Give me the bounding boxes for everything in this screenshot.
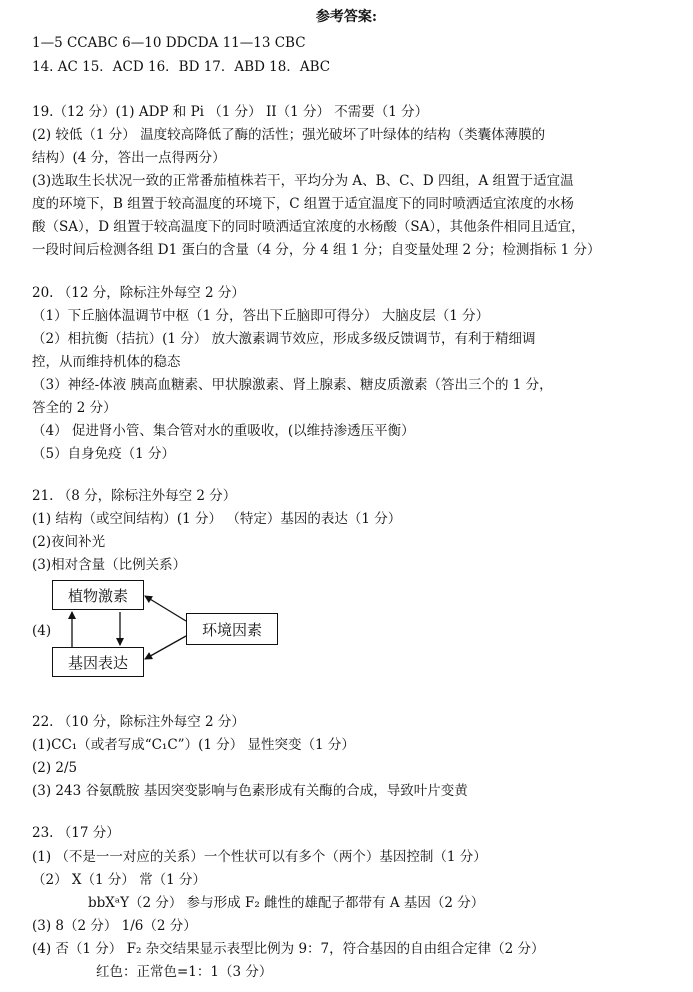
q22-line-2: (1)CC₁（或者写成“C₁C”）(1 分） 显性突变（1 分） xyxy=(32,737,355,753)
q22-line-1: 22. （10 分，除标注外每空 2 分） xyxy=(32,714,245,730)
q19-line-7: 一段时间后检测各组 D1 蛋白的含量（4 分，分 4 组 1 分；自变量处理 2 分；检测指标 1 分） xyxy=(32,242,601,258)
q23-line-5: (3) 8（2 分） 1/6（2 分） xyxy=(32,918,197,934)
q19-line-2: (2) 较低（1 分） 温度较高降低了酶的活性；强光破坏了叶绿体的结构（类囊体薄膜的 xyxy=(32,127,546,143)
mc-answers-line-2: 14. AC 15．ACD 16．BD 17．ABD 18．ABC xyxy=(32,59,331,75)
plant-hormone-box: 植物激素 xyxy=(52,580,144,610)
q21-line-1: 21. （8 分，除标注外每空 2 分） xyxy=(32,488,237,504)
q23-line-6: (4) 否（1 分） F₂ 杂交结果显示表型比例为 9：7，符合基因的自由组合定律（2 分） xyxy=(32,941,545,957)
q21-line-3: (2)夜间补光 xyxy=(32,534,106,550)
q20-line-8: （5）自身免疫（1 分） xyxy=(32,446,175,462)
q23-line-1: 23. （17 分） xyxy=(32,825,120,841)
q20-line-1: 20. （12 分，除标注外每空 2 分） xyxy=(32,285,245,301)
mc-answers-line-1: 1—5 CCABC 6—10 DDCDA 11—13 CBC xyxy=(32,35,306,51)
q19-line-4: (3)选取生长状况一致的正常番茄植株若干，平均分为 A、B、C、D 四组，A 组置于适宜温 xyxy=(32,173,574,189)
q22-line-4: (3) 243 谷氨酰胺 基因突变影响与色素形成有关酶的合成，导致叶片变黄 xyxy=(32,783,468,799)
q20-line-7: （4） 促进肾小管、集合管对水的重吸收，(以维持渗透压平衡） xyxy=(32,423,415,439)
q19-line-3: 结构）(4 分，答出一点得两分） xyxy=(32,150,226,166)
q20-line-4: 控，从而维持机体的稳态 xyxy=(32,354,181,370)
q19-line-1: 19.（12 分）(1) ADP 和 Pi （1 分） II（1 分） 不需要（1 分） xyxy=(32,104,429,120)
q19-line-5: 度的环境下，B 组置于较高温度的环境下，C 组置于适宜温度下的同时喷洒适宜浓度的水杨 xyxy=(32,196,574,212)
q23-line-2: (1) （不是一一对应的关系）一个性状可以有多个（两个）基因控制（1 分） xyxy=(32,849,487,865)
environment-factor-box: 环境因素 xyxy=(186,613,278,645)
q21-line-4: (3)相对含量（比例关系） xyxy=(32,557,187,573)
q21-line-5: (4) xyxy=(32,623,52,639)
q21-line-2: (1) 结构（或空间结构）(1 分） （特定）基因的表达（1 分） xyxy=(32,511,402,527)
page-title: 参考答案: xyxy=(315,9,378,25)
q23-line-3: （2） X（1 分） 常（1 分） xyxy=(32,872,207,888)
arrow-env-to-gene xyxy=(145,636,186,659)
gene-expression-box: 基因表达 xyxy=(52,647,144,677)
q19-line-6: 酸（SA），D 组置于较高温度下的同时喷洒适宜浓度的水杨酸（SA），其他条件相同且适宜， xyxy=(32,219,585,235)
q20-line-6: 答全的 2 分） xyxy=(32,400,117,416)
q20-line-5: （3）神经-体液 胰高血糖素、甲状腺激素、肾上腺素、糖皮质激素（答出三个的 1 分， xyxy=(32,377,553,393)
q23-line-4: bbXᵃY（2 分） 参与形成 F₂ 雌性的雄配子都带有 A 基因（2 分） xyxy=(88,895,485,911)
arrow-env-to-hormone xyxy=(145,596,186,621)
q20-line-3: （2）相抗衡（拮抗）(1 分） 放大激素调节效应，形成多级反馈调节，有利于精细调 xyxy=(32,331,536,347)
q22-line-3: (2) 2/5 xyxy=(32,760,78,776)
q23-line-7: 红色：正常色=1：1（3 分） xyxy=(96,964,273,980)
q20-line-2: （1）下丘脑体温调节中枢（1 分，答出下丘脑即可得分） 大脑皮层（1 分） xyxy=(32,308,490,324)
